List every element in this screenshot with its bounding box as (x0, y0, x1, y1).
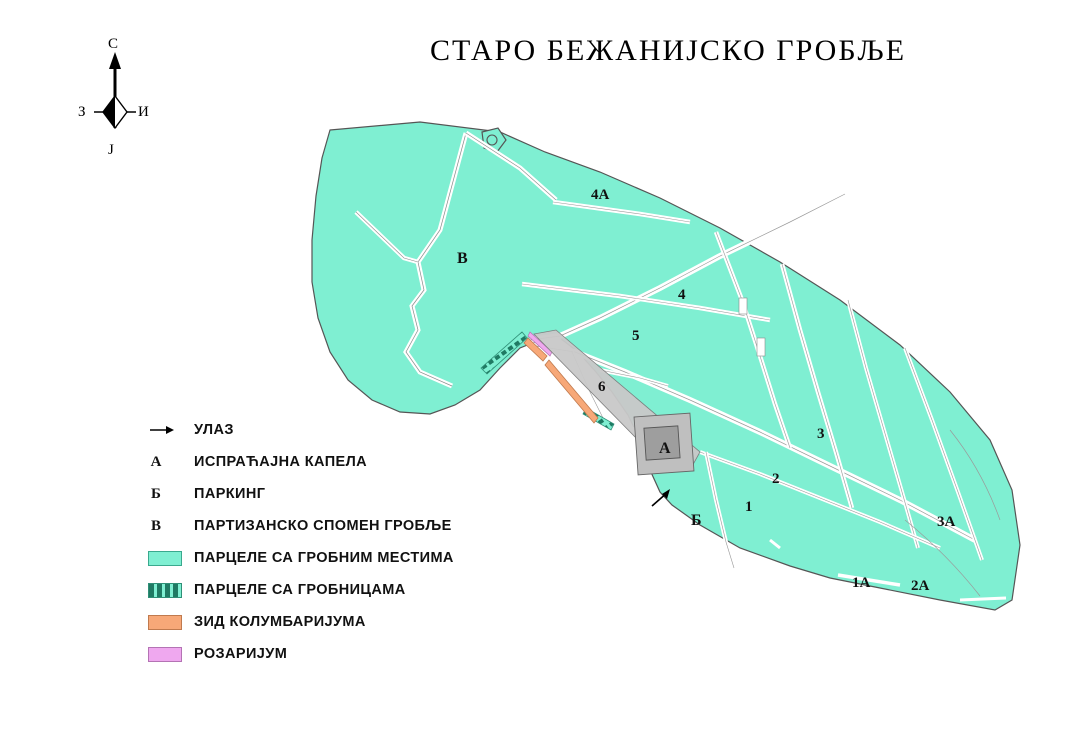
legend-key-tomb-swatch (148, 583, 186, 598)
compass-label-east: И (138, 104, 149, 120)
legend-key-v (148, 518, 186, 535)
legend-label-parking: ПАРКИНГ (194, 486, 266, 502)
parcel-label-1a: 1А (852, 575, 871, 591)
legend-label-rosarium: РОЗАРИЈУМ (194, 646, 288, 662)
area-label-chapel: А (659, 440, 671, 457)
legend-item-columbarium-wall (148, 606, 578, 638)
pink-swatch-icon (148, 647, 182, 662)
legend-item-partisan-memorial (148, 510, 578, 542)
parcel-label-4a: 4А (591, 187, 610, 203)
legend-key-letter-v: В (150, 517, 161, 534)
compass-label-north: С (108, 36, 119, 52)
legend-item-grave-parcels (148, 542, 578, 574)
legend-item-rosarium (148, 638, 578, 670)
legend-key-letter-a: А (150, 453, 162, 470)
area-label-parking: Б (691, 512, 702, 529)
legend-key-a (148, 454, 186, 471)
legend-key-green-swatch (148, 551, 186, 566)
parcel-label-3a: 3А (937, 514, 956, 530)
page-title: СТАРО БЕЖАНИЈСКО ГРОБЉЕ (430, 34, 907, 67)
legend-key-orange-swatch (148, 615, 186, 630)
tomb-hatch-swatch-icon (148, 583, 182, 598)
map-legend (148, 414, 578, 670)
legend-item-tomb-parcels (148, 574, 578, 606)
compass-label-south: Ј (108, 142, 114, 158)
legend-label-chapel: ИСПРАЋАЈНА КАПЕЛА (194, 454, 368, 470)
parcel-label-2: 2 (772, 471, 780, 487)
legend-item-entrance (148, 414, 578, 446)
parcel-label-4: 4 (678, 287, 686, 303)
parcel-label-1: 1 (745, 499, 753, 515)
legend-label-entrance: УЛАЗ (194, 422, 234, 438)
compass-label-west: З (78, 104, 86, 120)
legend-key-pink-swatch (148, 647, 186, 662)
entrance-arrow-key-icon (148, 423, 186, 437)
legend-item-chapel (148, 446, 578, 478)
parcel-label-3: 3 (817, 426, 825, 442)
parcel-label-2a: 2А (911, 578, 930, 594)
parcel-label-5: 5 (632, 328, 640, 344)
orange-swatch-icon (148, 615, 182, 630)
parcel-label-6: 6 (598, 379, 606, 395)
legend-label-tomb-parcels: ПАРЦЕЛЕ СА ГРОБНИЦАМА (194, 582, 406, 598)
legend-key-b (148, 486, 186, 503)
green-swatch-icon (148, 551, 182, 566)
area-label-partisan: В (457, 250, 468, 267)
legend-label-partisan-memorial: ПАРТИЗАНСКО СПОМЕН ГРОБЉЕ (194, 518, 452, 534)
legend-label-grave-parcels: ПАРЦЕЛЕ СА ГРОБНИМ МЕСТИМА (194, 550, 454, 566)
legend-key-letter-b: Б (151, 485, 161, 502)
legend-item-parking (148, 478, 578, 510)
legend-label-columbarium-wall: ЗИД КОЛУМБАРИЈУМА (194, 614, 366, 630)
